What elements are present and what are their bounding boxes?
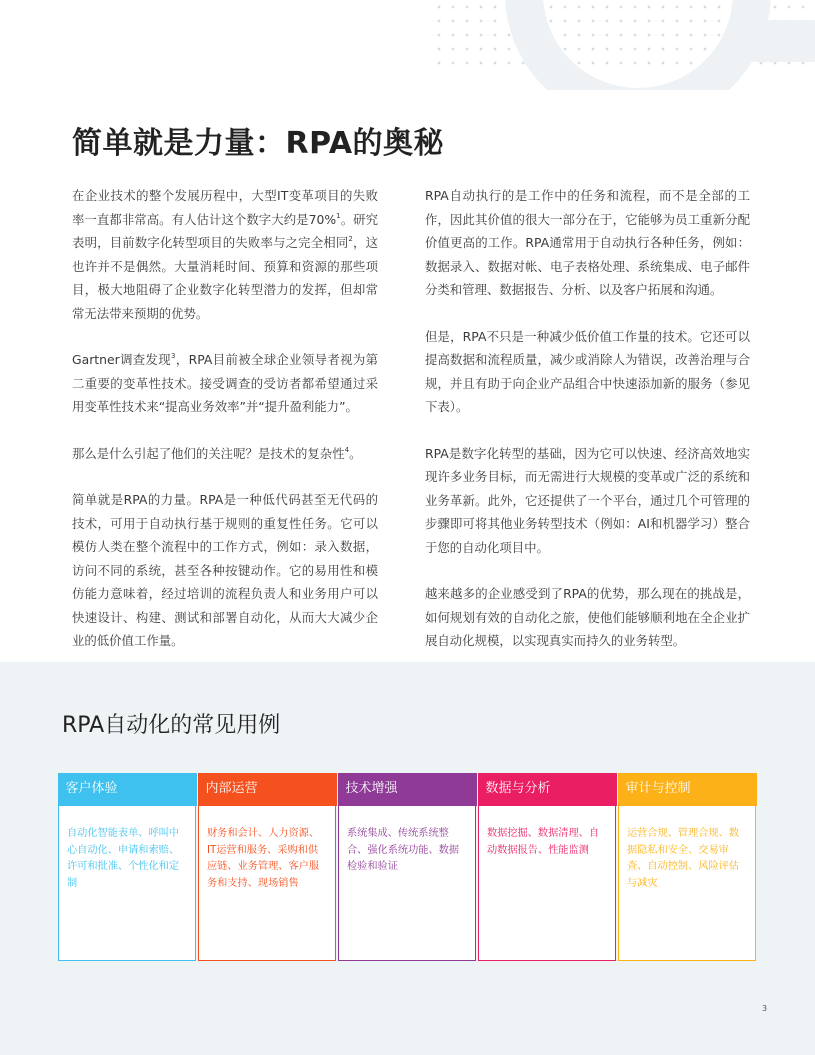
card-text: 自动化智能表单、呼叫中心自动化、申请和索赔、许可和批准、个性化和定制 xyxy=(67,828,180,889)
arc-shape xyxy=(505,0,771,90)
paragraph: 简单就是RPA的力量。RPA是一种低代码甚至无代码的技术，可用于自动执行基于规则的重复性任务。它可以模仿人类在整个流程中的工作方式，例如：录入数据，访问不同的系统，甚至各种按键动作。它的易用性和模仿能力意味着，经过培训的流程负责人和业务用户可以快速设计、构建、测试和部署自动化，从而大大减少企业的低价值工作量。 xyxy=(72,492,378,648)
paragraph: 那么是什么引起了他们的关注呢？是技术的复杂性$^4$。 xyxy=(72,445,362,461)
footnote-ref[interactable]: 2 xyxy=(348,235,353,243)
left-column xyxy=(72,184,378,676)
right-column xyxy=(425,184,750,676)
card-heading: 审计与控制 xyxy=(618,773,757,806)
use-case-card-tech-enhancement xyxy=(338,773,476,961)
use-case-card-audit-control xyxy=(618,773,756,961)
paragraph: 但是，RPA不只是一种减少低价值工作量的技术。它还可以提高数据和流程质量，减少或消除人为错误，改善治理与合规，并且有助于向企业产品组合中快速添加新的服务（参见下表）。 xyxy=(425,328,750,414)
use-case-card-internal-operations xyxy=(198,773,336,961)
page-number: 3 xyxy=(762,1004,768,1013)
paragraph: RPA自动执行的是工作中的任务和流程，而不是全部的工作，因此其价值的很大一部分在于，它能够为员工重新分配价值更高的工作。RPA通常用于自动执行各种任务，例如：数据录入、数据对帐、电子表格处理、系统集成、电子邮件分类和管理、数据报告、分析、以及客户拓展和沟通。 xyxy=(425,188,750,297)
paragraph: 在企业技术的整个发展历程中，大型IT变革项目的失败率一直都非常高。有人估计这个数字大约是70%$^1$。研究表明，目前数字化转型项目的失败率与之完全相同$^2$，这也许并不是偶然。大量消耗时间、预算和资源的那些项目，极大地阻碍了企业数字化转型潜力的发挥，但却常常无法带来预期的优势。 xyxy=(72,188,379,321)
paragraph: RPA是数字化转型的基础，因为它可以快速、经济高效地实现许多业务目标，而无需进行大规模的变革或广泛的系统和业务革新。此外，它还提供了一个平台，通过几个可管理的步骤即可将其他业务转型技术（例如：AI和机器学习）整合于您的自动化项目中。 xyxy=(425,445,750,555)
use-case-card-customer-experience xyxy=(58,773,196,961)
card-heading: 客户体验 xyxy=(58,773,197,806)
footnote-ref[interactable]: 1 xyxy=(336,211,341,220)
paragraph: Gartner调查发现$^3$，RPA目前被全球企业领导者视为第二重要的变革性技术。接受调查的受访者都希望通过采用变革性技术来“提高业务效率”并“提升盈利能力”。 xyxy=(72,352,379,414)
card-heading: 数据与分析 xyxy=(478,773,617,806)
paragraph: 越来越多的企业感受到了RPA的优势，那么现在的挑战是，如何规划有效的自动化之旅，使他们能够顺利地在全企业扩展自动化规模，以实现真实而持久的业务转型。 xyxy=(425,586,750,648)
card-text: 数据挖掘、数据清理、自动数据报告、性能监测 xyxy=(487,828,600,856)
use-case-card-data-analytics xyxy=(478,773,616,961)
page-title: 简单就是力量：RPA的奥秘 xyxy=(72,126,445,161)
card-text: 财务和会计、人力资源、IT运营和服务、采购和供应链、业务管理、客户服务和支持、现场销售 xyxy=(207,828,320,889)
footnote-ref[interactable]: 4 xyxy=(344,445,350,454)
card-text: 系统集成、传统系统整合、强化系统功能、数据检验和验证 xyxy=(347,828,460,872)
card-heading: 技术增强 xyxy=(338,773,477,806)
rect-shape xyxy=(752,20,815,62)
card-text: 运营合规、管理合规、数据隐私和安全、交易审查、自动控制、风险评估与减灾 xyxy=(627,828,740,889)
section-title: RPA自动化的常见用例 xyxy=(62,713,281,738)
footnote-ref[interactable]: 3 xyxy=(171,352,176,360)
header-decoration xyxy=(0,0,815,90)
card-heading: 内部运营 xyxy=(198,773,337,806)
